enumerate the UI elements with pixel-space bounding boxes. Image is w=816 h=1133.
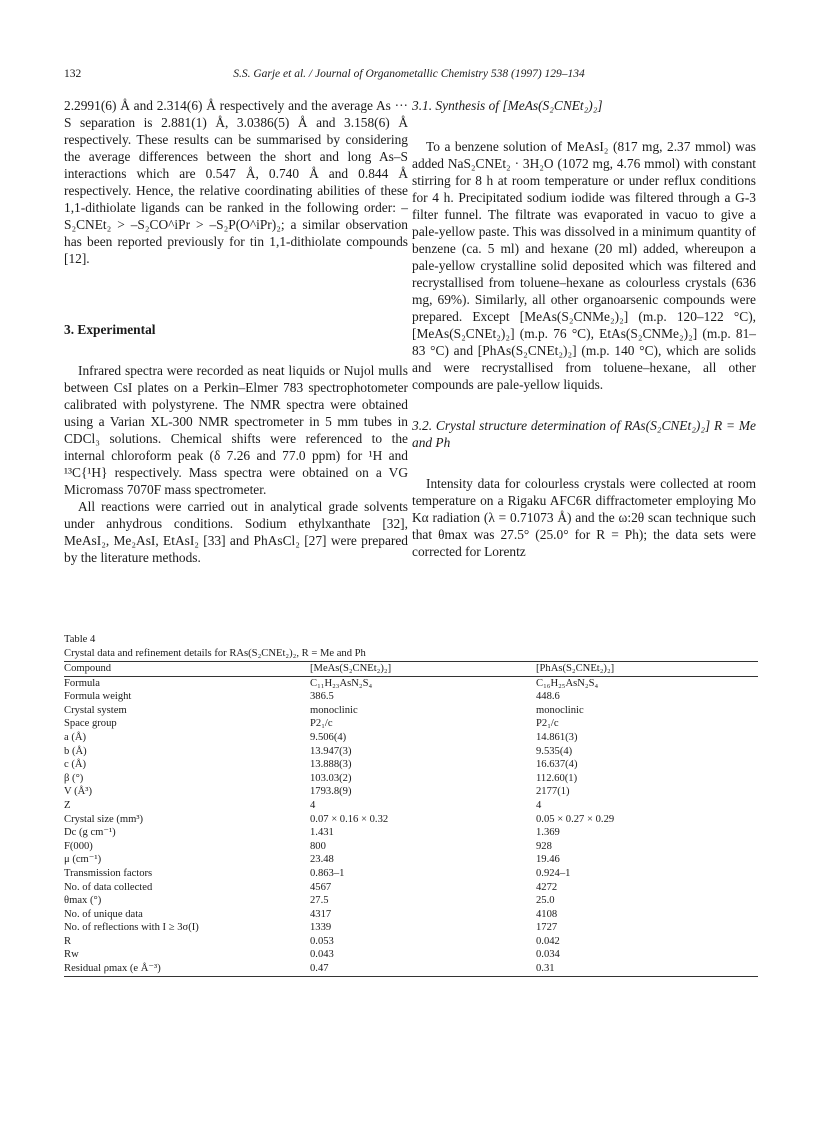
table-cell: 13.947(3) [310, 745, 352, 757]
paragraph-instrumentation: Infrared spectra were recorded as neat liquids or Nujol mulls between CsI plates on a Perkin–Elmer 783 spectrophotometer calibrated with polystyrene. The NMR spectra were obtained using a Varian XL-300 NMR spectrometer in 5 mm tubes in CDCl₃ solutions. Chemical shifts were referenced to the internal chloroform peak (δ 7.26 and 77.0 ppm) for ¹H and ¹³C{¹H} respectively. Mass spectra were obtained on a VG Micromass 7070F mass spectrometer. [64, 363, 408, 497]
table-cell: 4317 [310, 908, 332, 920]
table-row [64, 785, 758, 799]
table-cell: [MeAs(S₂CNEt₂)₂] [310, 663, 392, 674]
table-cell: C₁₆H₂₅AsN₂S₄ [536, 677, 599, 689]
table-row-label: Transmission factors [64, 867, 153, 879]
table-row-label: No. of reflections with I ≥ 3σ(I) [64, 922, 199, 934]
table-row [64, 758, 758, 772]
table-row-label: Compound [64, 663, 112, 674]
table-cell: 1727 [536, 922, 558, 934]
table-row-label: b (Å) [64, 745, 87, 757]
table-cell: P2₁/c [536, 718, 559, 730]
table-row [64, 677, 758, 691]
table-row [64, 745, 758, 759]
table-row-label: c (Å) [64, 759, 87, 771]
table-row [64, 867, 758, 881]
table-cell: 0.863–1 [310, 867, 345, 879]
table-cell: P2₁/c [310, 718, 333, 730]
table-row [64, 948, 758, 962]
table-row [64, 840, 758, 854]
table-cell: 1793.8(9) [310, 786, 352, 798]
table-row [64, 853, 758, 867]
table-cell: 0.043 [310, 949, 334, 961]
table-row-label: μ (cm⁻¹) [64, 854, 102, 866]
table-row [64, 921, 758, 935]
table-row-label: V (Å³) [64, 786, 92, 798]
table-cell: [PhAs(S₂CNEt₂)₂] [536, 663, 615, 674]
table-cell: 0.31 [536, 963, 555, 975]
table-cell: 16.637(4) [536, 759, 578, 771]
table-cell: 0.924–1 [536, 867, 571, 879]
table-row-label: F(000) [64, 840, 93, 852]
table-cell: 1339 [310, 922, 332, 934]
table-bottom-rule [64, 976, 758, 977]
table-cell: 4 [536, 799, 542, 811]
table-cell: monoclinic [310, 704, 358, 716]
table-row [64, 704, 758, 718]
paragraph-results-summary: 2.2991(6) Å and 2.314(6) Å respectively and the average As ··· S separation is 2.881(1) Å, 3.0386(5) Å and 3.158(6) Å respectively. These results can be summarised by considering the average differences between the short and long As–S interactions which are 0.547 Å, 0.740 Å and 0.844 Å respectively. Hence, the relative coordinating abilities of these 1,1-dithiolate ligands can be ranked in the following order: –S₂CNEt₂ > –S₂CO^iPr > –S₂P(O^iPr)₂; a similar observation has been reported previously for tin 1,1-dithiolate compounds [12]. [64, 98, 408, 266]
table-cell: 0.042 [536, 935, 560, 947]
table-cell: 112.60(1) [536, 772, 578, 784]
table-row [64, 826, 758, 840]
table-cell: 23.48 [310, 854, 334, 866]
running-header [64, 68, 754, 84]
table-caption: Crystal data and refinement details for RAs(S₂CNEt₂)₂, R = Me and Ph [64, 648, 366, 659]
table-row [64, 690, 758, 704]
table-row-label: a (Å) [64, 731, 87, 743]
table-cell: 1.431 [310, 827, 334, 839]
table-cell: 386.5 [310, 691, 334, 703]
table-row-label: Space group [64, 718, 117, 730]
table-cell: 0.07 × 0.16 × 0.32 [310, 813, 389, 825]
section-heading-experimental: 3. Experimental [64, 322, 156, 337]
table-cell: 0.053 [310, 935, 334, 947]
table-cell: 19.46 [536, 854, 560, 866]
table-row-label: Rw [64, 949, 79, 961]
right-column [412, 97, 756, 560]
table-row-label: Formula weight [64, 691, 132, 703]
table-row-label: Crystal size (mm³) [64, 813, 144, 825]
table-cell: 4108 [536, 908, 558, 920]
table-row [64, 962, 758, 976]
table-row [64, 731, 758, 745]
table-label: Table 4 [64, 634, 96, 645]
table-cell: 4272 [536, 881, 558, 893]
table-cell: monoclinic [536, 704, 584, 716]
table-4 [64, 633, 758, 977]
table-cell: 27.5 [310, 895, 329, 907]
table-cell: 25.0 [536, 895, 555, 907]
table-cell: 9.506(4) [310, 731, 347, 743]
table-cell: 0.05 × 0.27 × 0.29 [536, 813, 615, 825]
subsection-heading-crystal-structure: 3.2. Crystal structure determination of RAs(S₂CNEt₂)₂] R = Me and Ph [412, 418, 756, 450]
table-row-label: θmax (°) [64, 895, 102, 907]
table-cell: 0.47 [310, 963, 329, 975]
table-row [64, 935, 758, 949]
table-row [64, 813, 758, 827]
table-cell: 4 [310, 799, 316, 811]
table-cell: 9.535(4) [536, 745, 573, 757]
crystal-data-table [64, 662, 758, 976]
table-cell: 14.861(3) [536, 731, 578, 743]
journal-citation: S.S. Garje et al. / Journal of Organometallic Chemistry 538 (1997) 129–134 [233, 68, 585, 80]
table-row-label: No. of unique data [64, 908, 143, 920]
subsection-heading-synthesis: 3.1. Synthesis of [MeAs(S₂CNEt₂)₂] [412, 98, 603, 113]
table-cell: 4567 [310, 881, 332, 893]
table-row-label: Dc (g cm⁻¹) [64, 827, 116, 839]
table-cell: 0.034 [536, 949, 560, 961]
table-row [64, 799, 758, 813]
paragraph-synthesis: To a benzene solution of MeAsI₂ (817 mg, 2.37 mmol) was added NaS₂CNEt₂ · 3H₂O (1072 mg, 4.76 mmol) with constant stirring for 8 h at room temperature or under reflux conditions for 4 h. Precipitated sodium iodide was filtered through a G-3 filter funnel. The filtrate was evaporated in vacuo to give a pale-yellow paste. This was dissolved in a minimum quantity of benzene (ca. 5 ml) and hexane (20 ml) added, whereupon a pale-yellow crystalline solid deposited which was filtered and recrystallised from toluene–hexane as colourless crystals (636 mg, 69%). Similarly, all other organoarsenic compounds were prepared. Except [MeAs(S₂CNMe₂)₂] (m.p. 120–122 °C), [MeAs(S₂CNEt₂)₂] (m.p. 76 °C), EtAs(S₂CNMe₂)₂] (m.p. 81–83 °C) and [PhAs(S₂CNEt₂)₂] (m.p. 140 °C), which are solids and were recrystallised from toluene–hexane, all other compounds are pale-yellow liquids. [412, 139, 756, 392]
table-cell: 13.888(3) [310, 759, 352, 771]
table-row-label: R [64, 935, 72, 947]
table-row-label: Formula [64, 677, 100, 689]
table-cell: 800 [310, 840, 326, 852]
table-cell: 928 [536, 840, 552, 852]
page-number: 132 [64, 68, 82, 80]
table-row [64, 881, 758, 895]
paragraph-reagents: All reactions were carried out in analytical grade solvents under anhydrous conditions. Sodium ethylxanthate [32], MeAsI₂, Me₂AsI, EtAsI₂ [33] and PhAsCl₂ [27] were prepared by the literature methods. [64, 499, 408, 565]
table-cell: 448.6 [536, 691, 560, 703]
table-row [64, 908, 758, 922]
paragraph-intensity-data: Intensity data for colourless crystals were collected at room temperature on a Rigaku AFC6R diffractometer employing Mo Kα radiation (λ = 0.71073 Å) and the ω:2θ scan technique such that θmax was 27.5° (25.0° for R = Ph); the data sets were corrected for Lorentz [412, 476, 756, 559]
table-row [64, 894, 758, 908]
left-column [64, 97, 408, 566]
table-row [64, 662, 758, 676]
table-cell: 1.369 [536, 827, 560, 839]
table-row-label: Z [64, 799, 71, 811]
table-row [64, 772, 758, 786]
table-row [64, 717, 758, 731]
table-row-label: Residual ρmax (e Å⁻³) [64, 963, 161, 975]
table-row-label: No. of data collected [64, 881, 153, 893]
table-cell: C₁₁H₂₃AsN₂S₄ [310, 677, 373, 689]
table-cell: 2177(1) [536, 786, 570, 798]
table-cell: 103.03(2) [310, 772, 352, 784]
table-row-label: Crystal system [64, 704, 127, 716]
table-row-label: β (°) [64, 772, 84, 784]
